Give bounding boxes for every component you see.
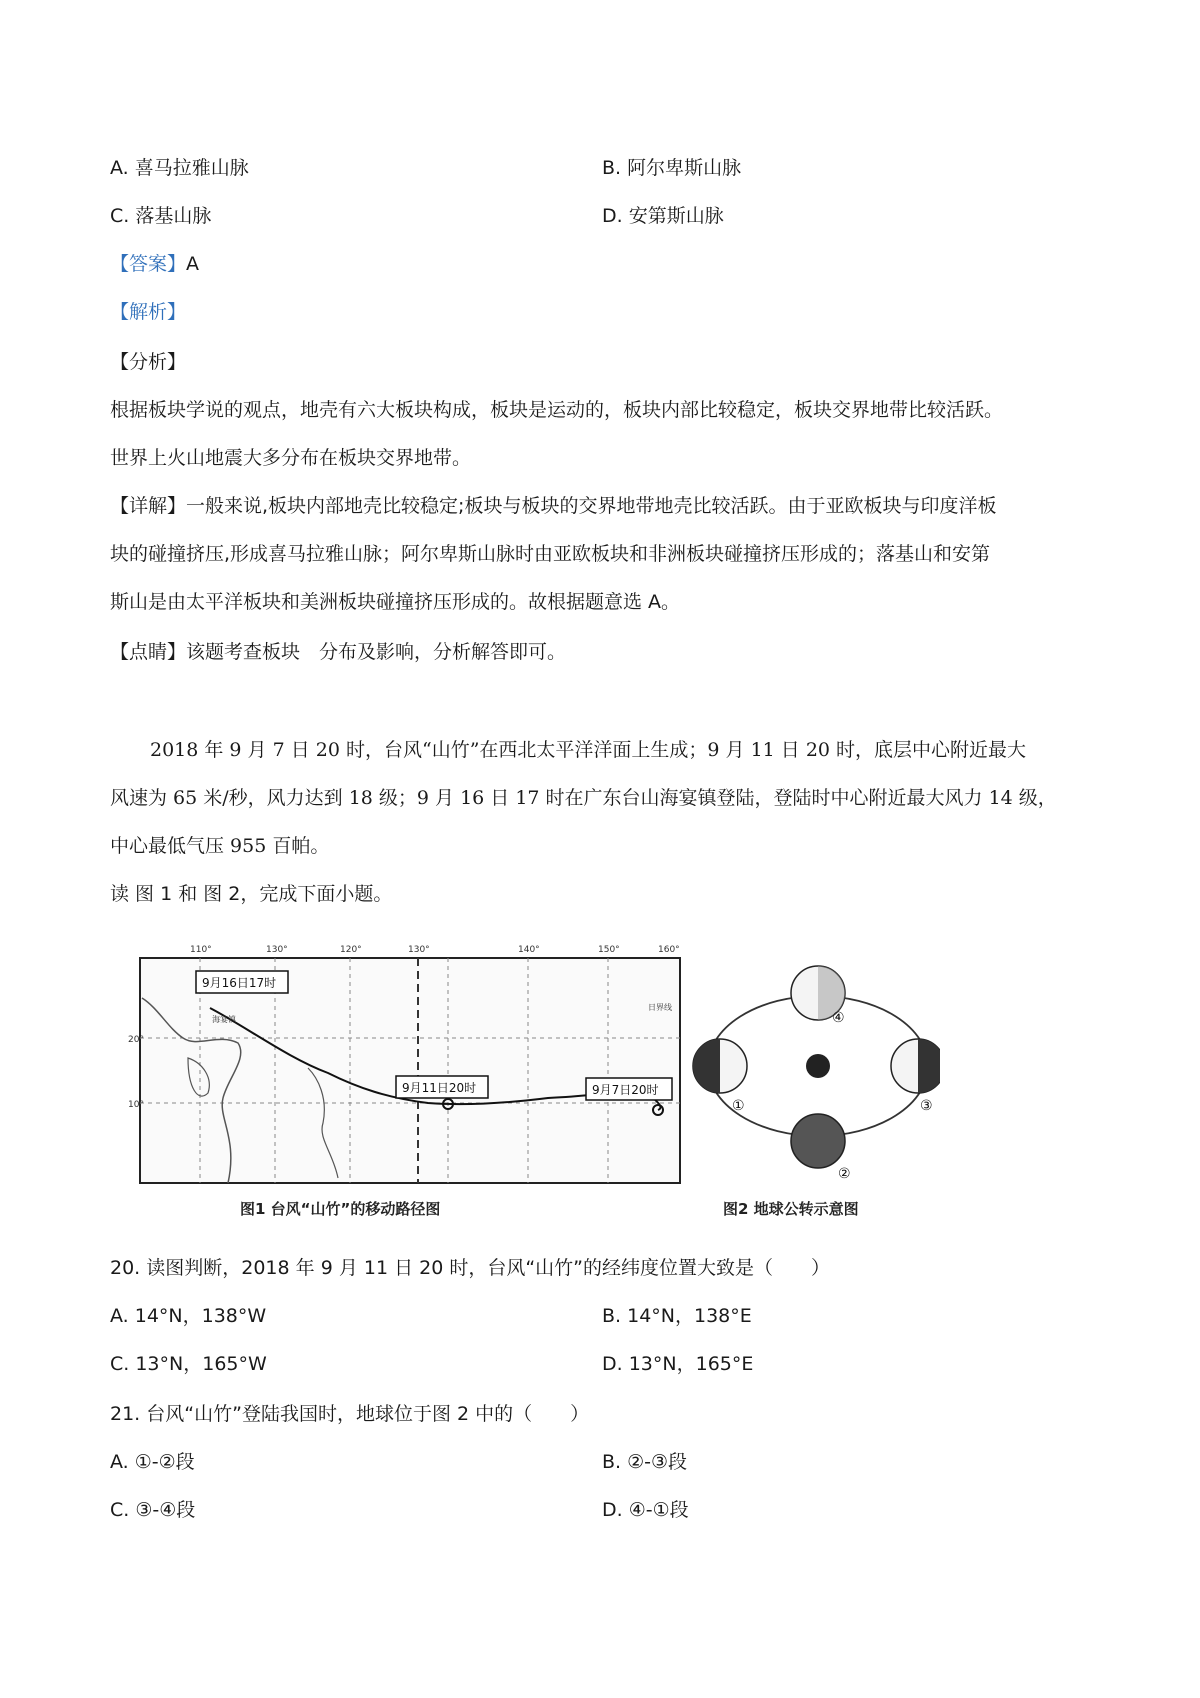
orbit-position-4: ④	[832, 1010, 845, 1026]
q20-option-a: A. 14°N，138°W	[110, 1305, 267, 1327]
q21-stem: 21. 台风“山竹”登陆我国时，地球位于图 2 中的（ ）	[110, 1403, 590, 1425]
lat-label-1: 20°	[128, 1035, 144, 1045]
answer-label: 【答案】	[110, 253, 187, 275]
q20-option-d: D. 13°N，165°E	[602, 1353, 754, 1375]
fenxi-text-2: 世界上火山地震大多分布在板块交界地带。	[110, 447, 472, 469]
q21-option-b: B. ②-③段	[602, 1451, 688, 1473]
intro-line-2: 风速为 65 米/秒，风力达到 18 级；9 月 16 日 17 时在广东台山海宴镇登陆，登陆时中心附近最大风力 14 级，	[110, 787, 1057, 809]
q20-stem: 20. 读图判断，2018 年 9 月 11 日 20 时，台风“山竹”的经纬度位置大致是（ ）	[110, 1257, 831, 1279]
intro-line-1: 2018 年 9 月 7 日 20 时，台风“山竹”在西北太平洋洋面上生成；9 月 11 日 20 时，底层中心附近最大	[150, 739, 1027, 761]
read-prompt: 读 图 1 和 图 2，完成下面小题。	[110, 883, 393, 905]
lon-label-6: 150°	[598, 945, 620, 955]
label-mid: 9月11日20时	[402, 1081, 477, 1095]
intro-line-3: 中心最低气压 955 百帕。	[110, 835, 330, 857]
lon-label-3: 120°	[340, 945, 362, 955]
orbit-position-3: ③	[920, 1098, 933, 1114]
fenxi-label: 【分析】	[110, 351, 187, 373]
lat-label-2: 10°	[128, 1100, 144, 1110]
q21-option-d: D. ④-①段	[602, 1499, 689, 1521]
figure1-caption: 图1 台风“山竹”的移动路径图	[240, 1200, 441, 1218]
option-c: C. 落基山脉	[110, 205, 212, 227]
lon-label-7: 160°	[658, 945, 680, 955]
detail-text-1: 【详解】一般来说,板块内部地壳比较稳定;板块与板块的交界地带地壳比较活跃。由于亚欧板块与印度洋板	[110, 495, 997, 517]
option-a: A. 喜马拉雅山脉	[110, 157, 249, 179]
lon-label-1: 110°	[190, 945, 212, 955]
q20-option-c: C. 13°N，165°W	[110, 1353, 267, 1375]
detail-text-3: 斯山是由太平洋板块和美洲板块碰撞挤压形成的。故根据题意选 A。	[110, 591, 681, 613]
label-town: 海宴镇	[212, 1015, 236, 1024]
earth-orbit-diagram	[693, 966, 940, 1218]
label-start: 9月7日20时	[592, 1083, 659, 1097]
lon-label-4: 130°	[408, 945, 430, 955]
orbit-position-1: ①	[732, 1098, 745, 1114]
detail-text-2: 块的碰撞挤压,形成喜马拉雅山脉；阿尔卑斯山脉时由亚欧板块和非洲板块碰撞挤压形成的；落基山和安第	[110, 543, 991, 565]
lon-label-5: 140°	[518, 945, 540, 955]
figures-svg	[128, 938, 940, 1223]
option-b: B. 阿尔卑斯山脉	[602, 157, 742, 179]
typhoon-path-map	[128, 945, 680, 1218]
answer-value: A	[186, 253, 200, 275]
label-dateline: 日界线	[648, 1003, 672, 1012]
figure2-caption: 图2 地球公转示意图	[723, 1200, 859, 1218]
q21-option-c: C. ③-④段	[110, 1499, 196, 1521]
answer-row	[110, 252, 199, 276]
fenxi-text-1: 根据板块学说的观点，地壳有六大板块构成，板块是运动的，板块内部比较稳定，板块交界地带比较活跃。	[110, 399, 1004, 421]
q20-option-b: B. 14°N，138°E	[602, 1305, 752, 1327]
option-d: D. 安第斯山脉	[602, 205, 724, 227]
figure-area	[128, 938, 940, 1223]
lon-label-2: 130°	[266, 945, 288, 955]
analysis-label: 【解析】	[110, 301, 187, 323]
dianjing-text: 【点睛】该题考查板块 分布及影响，分析解答即可。	[110, 641, 567, 663]
q21-option-a: A. ①-②段	[110, 1451, 195, 1473]
orbit-position-2: ②	[838, 1166, 851, 1182]
label-landfall: 9月16日17时	[202, 976, 277, 990]
